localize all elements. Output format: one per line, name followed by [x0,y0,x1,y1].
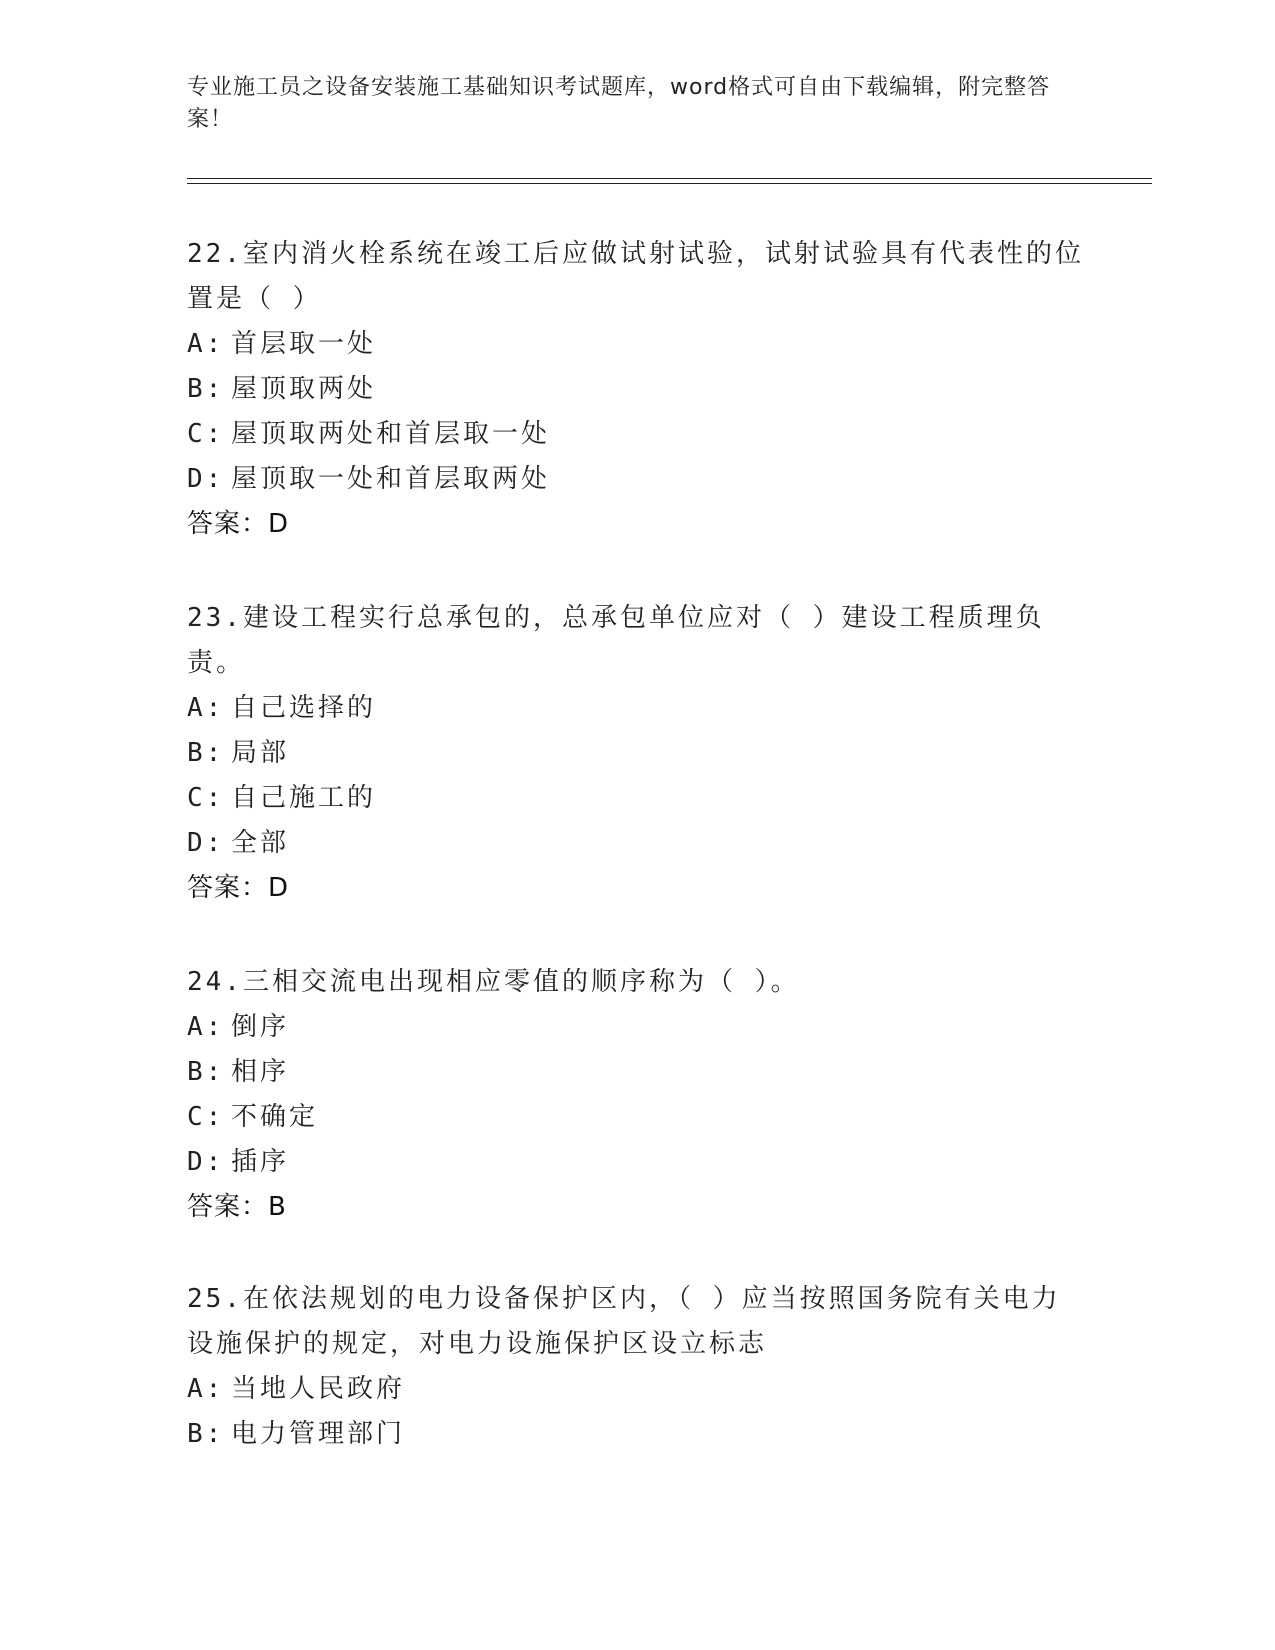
question-23 [187,596,1087,911]
header-divider-top [187,178,1152,179]
question-stem: 25.在依法规划的电力设备保护区内，（ ）应当按照国务院有关电力设施保护的规定，对电力设施保护区设立标志 [187,1284,1061,1359]
question-24 [187,960,1087,1230]
header-divider-bottom [187,183,1152,184]
option-d: D: 全部 [187,828,290,858]
document-header: 专业施工员之设备安装施工基础知识考试题库，word格式可自由下载编辑，附完整答案！ [187,75,1051,132]
option-c: C: 屋顶取两处和首层取一处 [187,419,551,449]
option-a: A: 自己选择的 [187,693,377,723]
option-b: B: 相序 [187,1057,290,1087]
option-a: A: 倒序 [187,1012,290,1042]
option-b: B: 局部 [187,738,290,768]
question-22 [187,232,1087,547]
option-d: D: 屋顶取一处和首层取两处 [187,464,551,494]
option-c: C: 自己施工的 [187,783,377,813]
option-d: D: 插序 [187,1147,290,1177]
answer-line: 答案：D [187,873,290,903]
question-25 [187,1277,1087,1457]
option-b: B: 电力管理部门 [187,1419,406,1449]
answer-line: 答案：B [187,1192,287,1222]
option-a: A: 当地人民政府 [187,1374,406,1404]
question-stem: 22.室内消火栓系统在竣工后应做试射试验，试射试验具有代表性的位置是（ ） [187,239,1084,314]
option-c: C: 不确定 [187,1102,319,1132]
option-b: B: 屋顶取两处 [187,374,377,404]
option-a: A: 首层取一处 [187,329,377,359]
question-stem: 24.三相交流电出现相应零值的顺序称为（ ）。 [187,967,800,997]
answer-line: 答案：D [187,509,290,539]
question-stem: 23.建设工程实行总承包的，总承包单位应对（ ）建设工程质理负责。 [187,603,1045,678]
